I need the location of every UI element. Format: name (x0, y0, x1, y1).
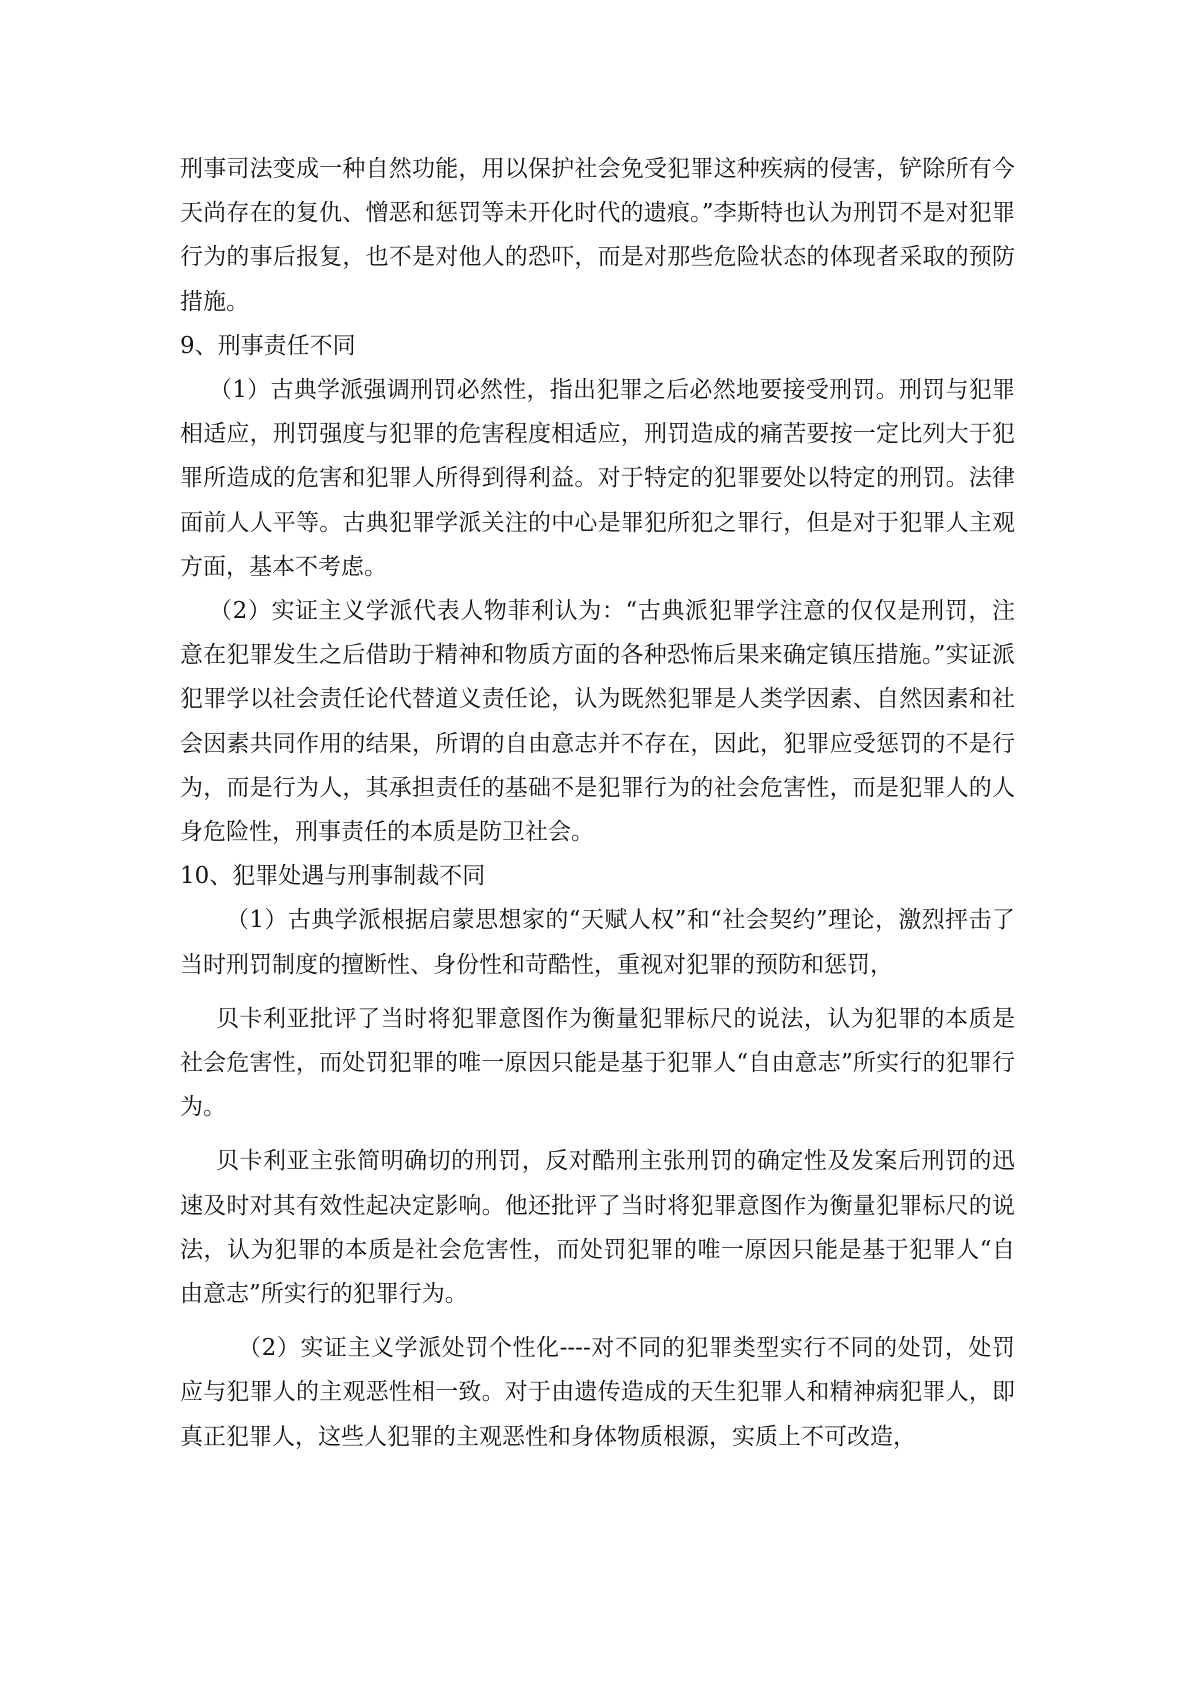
paragraph-positivist-responsibility: （2）实证主义学派代表人物菲利认为：“古典派犯罪学注意的仅仅是刑罚，注意在犯罪发生之后借助于精神和物质方面的各种恐怖后果来确定镇压措施。”实证派犯罪学以社会责任论代替道义责任论，认为既然犯罪是人类学因素、自然因素和社会因素共同作用的结果，所谓的自由意志并不存在，因此，犯罪应受惩罚的不是行为，而是行为人，其承担责任的基础不是犯罪行为的社会危害性，而是犯罪人的人身危险性，刑事责任的本质是防卫社会。 (180, 598, 1015, 846)
document-body (180, 147, 1015, 1459)
paragraph-classical-responsibility: （1）古典学派强调刑罚必然性，指出犯罪之后必然地要接受刑罚。刑罚与犯罪相适应，刑罚强度与犯罪的危害程度相适应，刑罚造成的痛苦要按一定比列大于犯罪所造成的危害和犯罪人所得到得利益。对于特定的犯罪要处以特定的刑罚。法律面前人人平等。古典犯罪学派关注的中心是罪犯所犯之罪行，但是对于犯罪人主观方面，基本不考虑。 (180, 377, 1015, 580)
paragraph-lisite-prevention: 刑事司法变成一种自然功能，用以保护社会免受犯罪这种疾病的侵害，铲除所有今天尚存在的复仇、憎恶和惩罚等未开化时代的遗痕。”李斯特也认为刑罚不是对犯罪行为的事后报复，也不是对他人的恐吓，而是对那些危险状态的体现者采取的预防措施。 (180, 156, 1015, 315)
heading-criminal-responsibility: 9、刑事责任不同 (180, 332, 356, 359)
paragraph-positivist-individualization: （2）实证主义学派处罚个性化----对不同的犯罪类型实行不同的处罚，处罚应与犯罪人的主观恶性相一致。对于由遗传造成的天生犯罪人和精神病犯罪人，即真正犯罪人，这些人犯罪的主观恶性和身体物质根源，实质上不可改造， (180, 1335, 1015, 1450)
paragraph-classical-sanctions: （1）古典学派根据启蒙思想家的“天赋人权”和“社会契约”理论，激烈抨击了当时刑罚制度的擅断性、身份性和苛酷性，重视对犯罪的预防和惩罚， (180, 907, 1015, 978)
paragraph-beccaria-critique: 贝卡利亚批评了当时将犯罪意图作为衡量犯罪标尺的说法，认为犯罪的本质是社会危害性，而处罚犯罪的唯一原因只能是基于犯罪人“自由意志”所实行的犯罪行为。 (180, 1005, 1015, 1121)
heading-sanctions: 10、犯罪处遇与刑事制裁不同 (180, 863, 486, 890)
paragraph-beccaria-punishment: 贝卡利亚主张简明确切的刑罚，反对酷刑主张刑罚的确定性及发案后刑罚的迅速及时对其有效性起决定影响。他还批评了当时将犯罪意图作为衡量犯罪标尺的说法，认为犯罪的本质是社会危害性，而处罚犯罪的唯一原因只能是基于犯罪人“自由意志”所实行的犯罪行为。 (180, 1148, 1015, 1308)
